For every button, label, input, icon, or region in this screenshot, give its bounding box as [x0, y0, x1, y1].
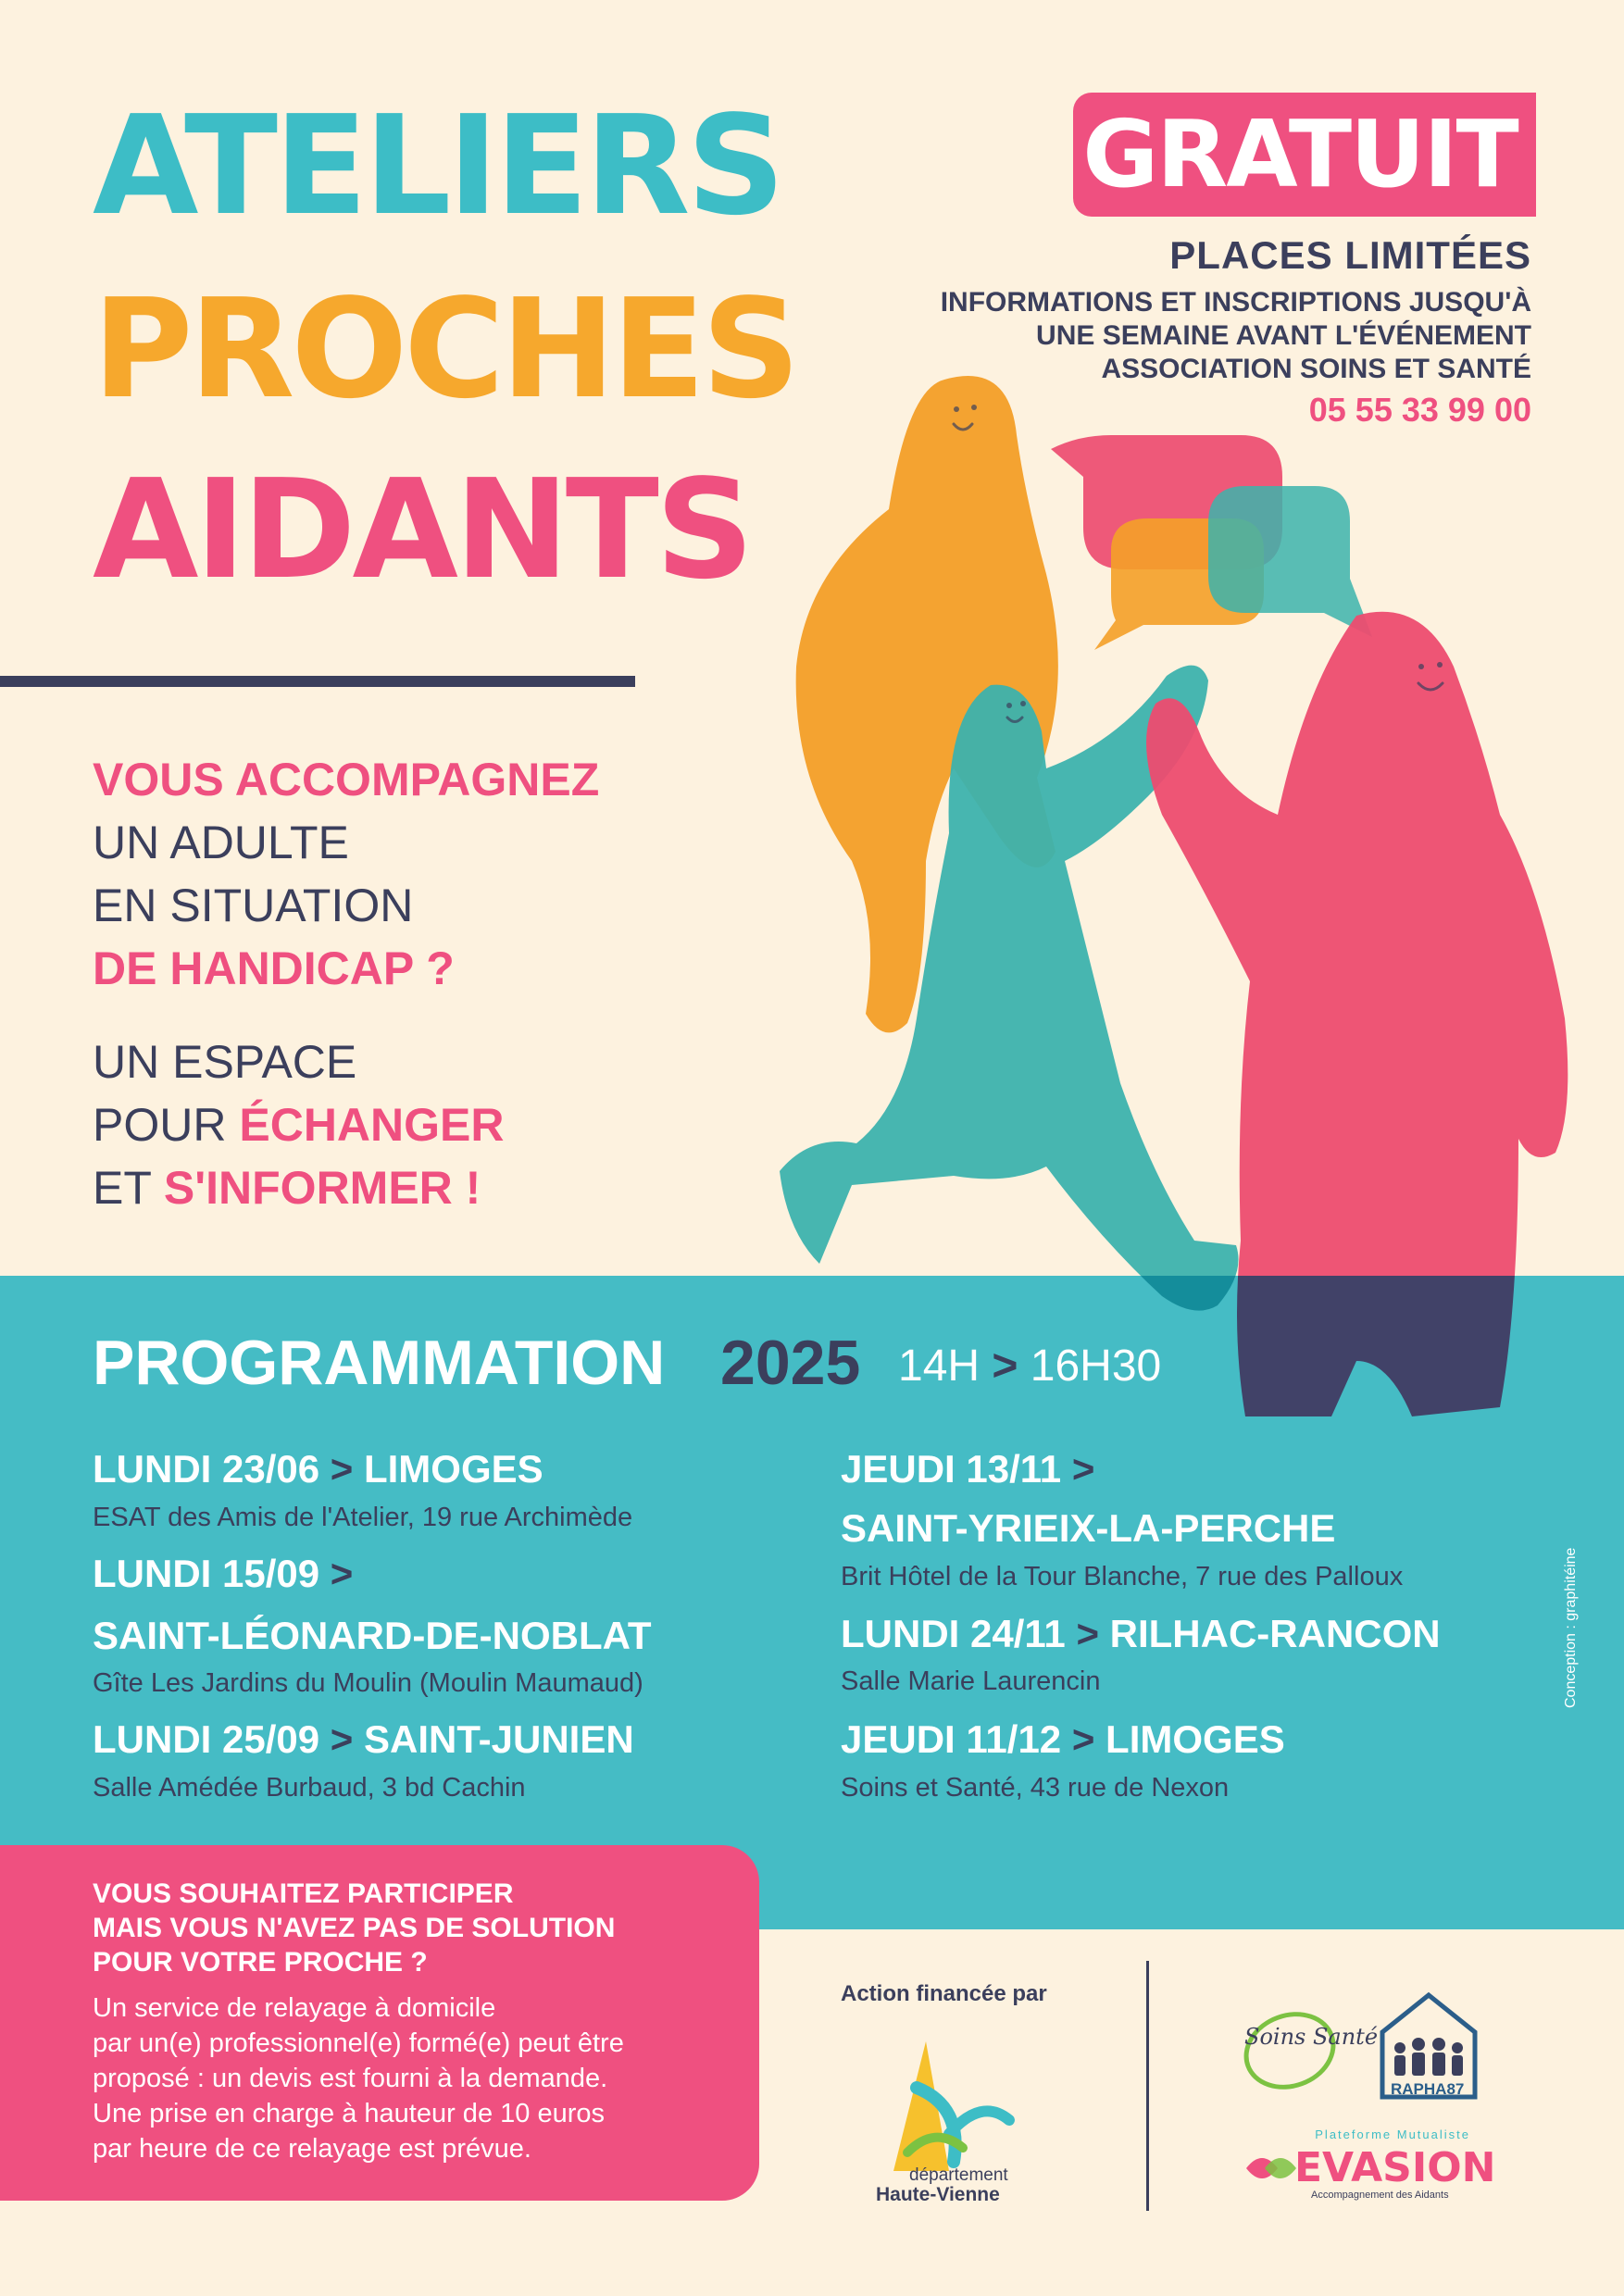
lead-question-2: UN ADULTE — [93, 817, 349, 868]
info-line-2: UNE SEMAINE AVANT L'ÉVÉNEMENT — [1036, 320, 1531, 351]
event-3-place: Salle Amédée Burbaud, 3 bd Cachin — [93, 1773, 526, 1803]
title-divider — [0, 676, 635, 687]
event-6-place: Soins et Santé, 43 rue de Nexon — [841, 1773, 1230, 1803]
respite-question-2: MAIS VOUS N'AVEZ PAS DE SOLUTION — [93, 1913, 616, 1943]
rapha87-label: RAPHA87 — [1391, 2080, 1465, 2098]
programme-time: 14H > 16H30 — [898, 1341, 1162, 1391]
lead-question-3: EN SITUATION — [93, 880, 414, 931]
title-line-3: AIDANTS — [93, 450, 751, 609]
event-4-heading: JEUDI 13/11 > — [841, 1447, 1095, 1491]
evasion-sub-label: Accompagnement des Aidants — [1311, 2190, 1449, 2201]
dept-label-1: département — [909, 2165, 1008, 2185]
financed-by-label: Action financée par — [841, 1981, 1047, 2006]
design-credit: Conception : graphitéine — [1563, 1547, 1579, 1708]
evasion-top-label: Plateforme Mutualiste — [1315, 2128, 1470, 2141]
info-line-1: INFORMATIONS ET INSCRIPTIONS JUSQU'À — [940, 287, 1531, 318]
people-illustration — [768, 352, 1624, 1426]
event-1-heading: LUNDI 23/06 > LIMOGES — [93, 1447, 543, 1491]
event-5-heading: LUNDI 24/11 > RILHAC-RANCON — [841, 1612, 1441, 1655]
dept-label-2: Haute-Vienne — [876, 2184, 1000, 2205]
programme-label: PROGRAMMATION — [93, 1328, 666, 1398]
respite-text-1: Un service de relayage à domicile — [93, 1993, 496, 2023]
evasion-label: EVASION — [1294, 2144, 1496, 2191]
haute-vienne-logo — [861, 2032, 1065, 2208]
lead-statement-1: UN ESPACE — [93, 1036, 357, 1088]
rapha87-logo — [1378, 1990, 1480, 2111]
respite-question-1: VOUS SOUHAITEZ PARTICIPER — [93, 1878, 514, 1909]
lead-statement-2: POUR ÉCHANGER — [93, 1099, 505, 1151]
title-line-1: ATELIERS — [93, 86, 782, 245]
soins-sante-label: Soins Santé — [1244, 2024, 1379, 2050]
footer-divider — [1146, 1961, 1149, 2211]
evasion-logo — [1239, 2120, 1496, 2203]
lead-question-4: DE HANDICAP ? — [93, 942, 455, 994]
lead-statement-3: ET S'INFORMER ! — [93, 1162, 481, 1214]
info-line-3: ASSOCIATION SOINS ET SANTÉ — [1101, 354, 1531, 384]
programme-year: 2025 — [720, 1328, 861, 1398]
event-4-place: Brit Hôtel de la Tour Blanche, 7 rue des Palloux — [841, 1562, 1404, 1591]
lead-question-1: VOUS ACCOMPAGNEZ — [93, 754, 600, 805]
event-4-city: SAINT-YRIEIX-LA-PERCHE — [841, 1506, 1336, 1550]
respite-text-2: par un(e) professionnel(e) formé(e) peut être — [93, 2028, 624, 2058]
respite-text-3: proposé : un devis est fourni à la demande. — [93, 2064, 608, 2093]
title-line-2: PROCHES — [93, 269, 797, 429]
respite-text-4: Une prise en charge à hauteur de 10 euros — [93, 2099, 605, 2128]
event-2-heading: LUNDI 15/09 > — [93, 1552, 354, 1595]
respite-text-5: par heure de ce relayage est prévue. — [93, 2134, 531, 2164]
soins-sante-logo — [1239, 2000, 1379, 2102]
free-badge-label: GRATUIT — [1082, 100, 1518, 208]
event-5-place: Salle Marie Laurencin — [841, 1666, 1101, 1696]
event-6-heading: JEUDI 11/12 > LIMOGES — [841, 1717, 1285, 1761]
event-1-place: ESAT des Amis de l'Atelier, 19 rue Archimède — [93, 1503, 633, 1532]
phone-number[interactable]: 05 55 33 99 00 — [1308, 391, 1531, 429]
event-3-heading: LUNDI 25/09 > SAINT-JUNIEN — [93, 1717, 634, 1761]
event-2-place: Gîte Les Jardins du Moulin (Moulin Maumaud) — [93, 1668, 643, 1698]
limited-places: PLACES LIMITÉES — [1169, 233, 1531, 277]
event-2-city: SAINT-LÉONARD-DE-NOBLAT — [93, 1614, 652, 1657]
respite-question-3: POUR VOTRE PROCHE ? — [93, 1947, 428, 1978]
